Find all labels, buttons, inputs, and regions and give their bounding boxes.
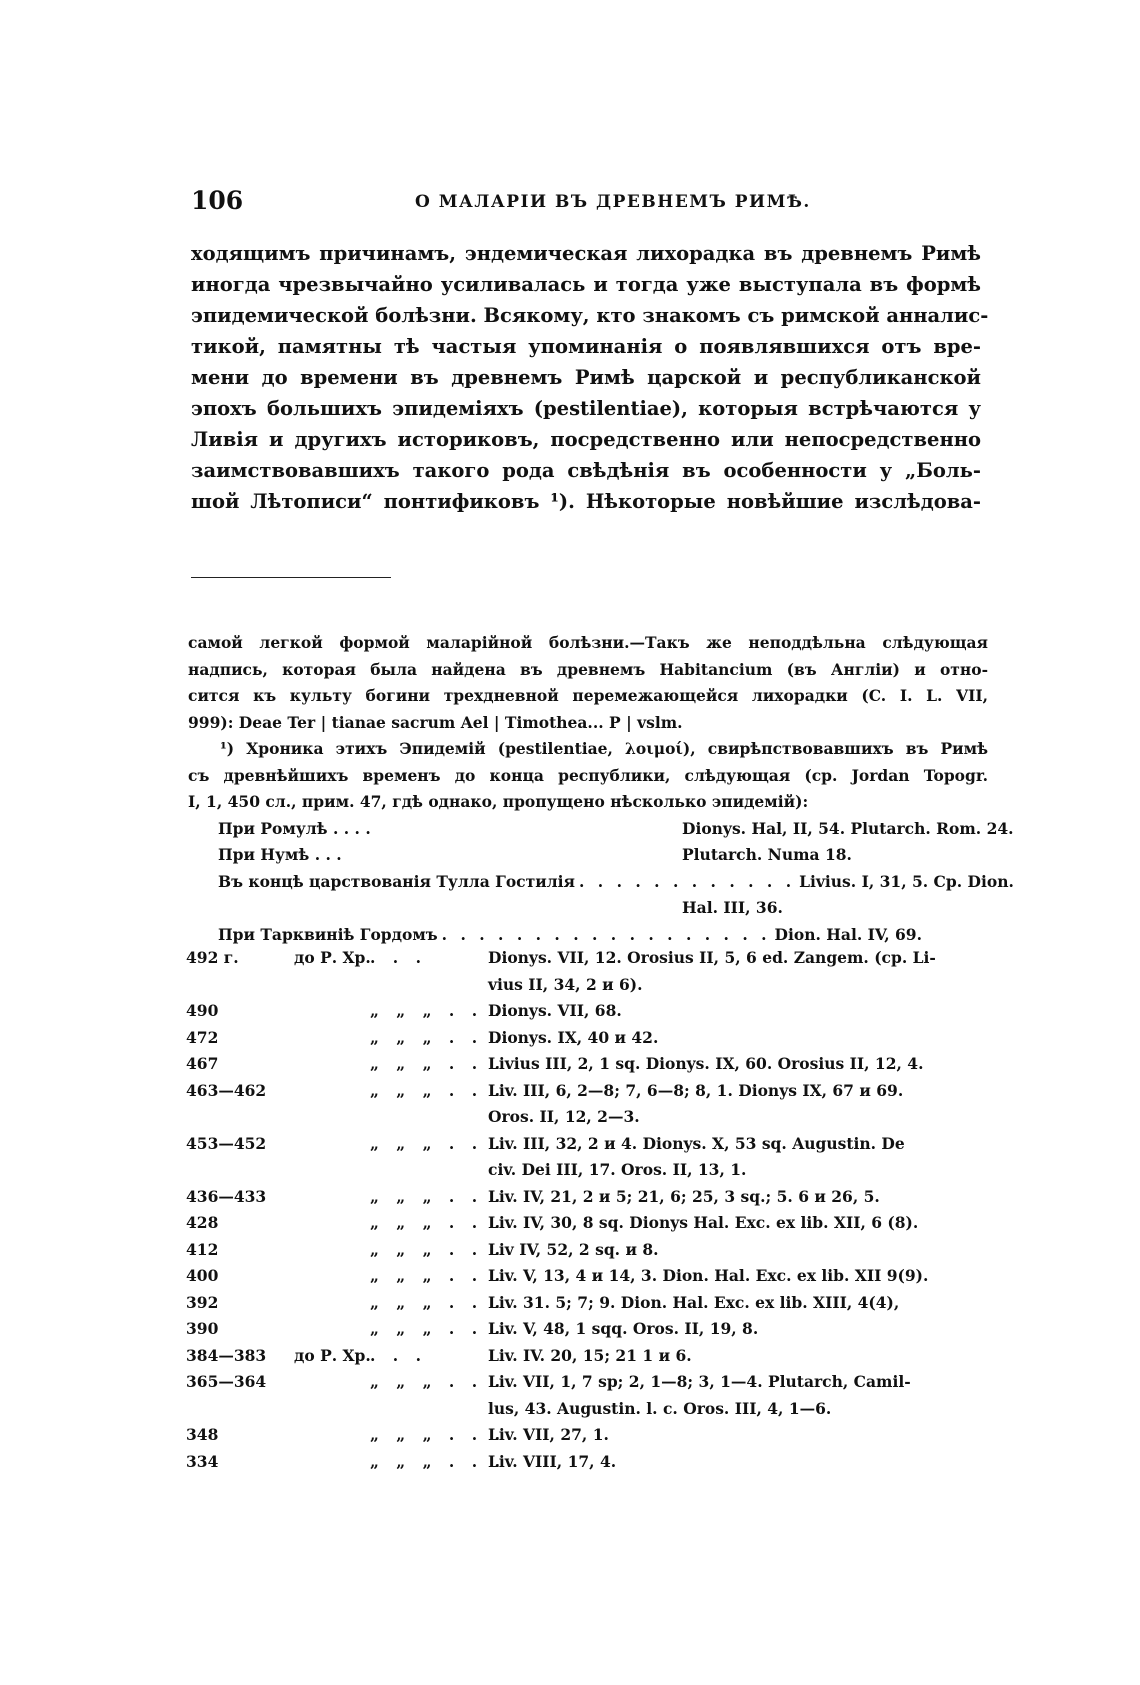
entry-era xyxy=(294,1051,358,1078)
chronology-row-cont xyxy=(186,1104,986,1131)
entry-ditto: „ „ „ . . . xyxy=(370,1054,506,1073)
entry-era xyxy=(294,1184,358,1211)
chronology-row xyxy=(186,1290,986,1317)
reign-row: Въ концѣ царствованія Тулла Гостилія . . . . . . . . . . . . Livius. I, 31, 5. Cp. Dion. xyxy=(218,869,988,896)
entry-year: 348 xyxy=(186,1425,219,1444)
reign-row xyxy=(218,816,1014,843)
text-line: эпидемической болѣзни. Всякому, кто знакомъ съ римской анналис- xyxy=(191,304,989,327)
chronology-row xyxy=(186,1237,986,1264)
entry-source: Liv. IV. 20, 15; 21 1 и 6. xyxy=(488,1345,692,1365)
entry-year: 490 xyxy=(186,1001,219,1020)
entry-ditto: „ „ „ . . . xyxy=(370,1027,506,1047)
footnote-line: ¹) Хроника этихъ Эпидемій (pestilentiae, λοιμοί), свирѣпствовавшихъ въ Римѣ xyxy=(220,739,988,758)
page-number: 106 xyxy=(191,186,244,215)
chronology-row xyxy=(186,998,986,1025)
entry-era xyxy=(294,1131,358,1158)
reign-source: Plutarch. Numa 18. xyxy=(682,845,852,864)
reign-row-cont xyxy=(218,895,988,922)
entry-year: 436—433 xyxy=(186,1186,267,1206)
entry-source: Livius III, 2, 1 sq. Dionys. IX, 60. Orosius II, 12, 4. xyxy=(488,1054,924,1073)
entry-source: Dionys. VII, 12. Orosius II, 5, 6 ed. Zangem. (ср. Li- xyxy=(488,948,936,967)
entry-era xyxy=(294,998,358,1025)
footnote-line: I, 1, 450 сл., прим. 47, гдѣ однако, пропущено нѣсколько эпидемій): xyxy=(188,792,809,811)
entry-ditto: „ „ „ . . . xyxy=(370,1186,506,1206)
entry-era xyxy=(294,1290,358,1317)
entry-ditto: „ „ „ . . . xyxy=(370,1319,506,1338)
entry-era: до Р. Хр. xyxy=(294,948,371,967)
reign-source: Dion. Hal. IV, 69. xyxy=(774,924,922,944)
entry-era xyxy=(294,1210,358,1237)
entry-source-cont: lus, 43. Augustin. l. c. Oros. III, 4, 1—6. xyxy=(488,1398,832,1418)
reign-label: При Ромулѣ . . . . xyxy=(218,818,371,838)
entry-source: Liv. VII, 1, 7 sp; 2, 1—8; 3, 1—4. Plutarch, Camil- xyxy=(488,1372,911,1391)
entry-source: Liv. III, 6, 2—8; 7, 6—8; 8, 1. Dionys IX, 67 и 69. xyxy=(488,1080,904,1100)
chronology-row-cont xyxy=(186,1157,986,1184)
chronology-row xyxy=(186,1343,986,1370)
entry-era xyxy=(294,1369,358,1396)
text-line: заимствовавшихъ такого рода свѣдѣнія въ особенности у „Боль- xyxy=(191,459,981,482)
entry-ditto: „ „ „ . . . xyxy=(370,1266,506,1285)
entry-era xyxy=(294,1316,358,1343)
entry-year: 472 xyxy=(186,1027,219,1047)
entry-era xyxy=(294,1263,358,1290)
text-line: ходящимъ причинамъ, эндемическая лихорадка въ древнемъ Римѣ xyxy=(191,242,981,265)
entry-ditto: „ „ „ . . . xyxy=(370,1213,506,1232)
entry-year: 392 xyxy=(186,1292,219,1312)
entry-year: 492 г. xyxy=(186,948,239,967)
footnote-line: сится къ культу богини трехдневной перемежающейся лихорадки (C. I. L. VII, xyxy=(188,686,988,705)
entry-source: Liv. IV, 21, 2 и 5; 21, 6; 25, 3 sq.; 5. 6 и 26, 5. xyxy=(488,1186,880,1206)
chronology-row xyxy=(186,1025,986,1052)
chronology-row xyxy=(186,1051,986,1078)
entry-ditto: „ „ „ . . . xyxy=(370,1001,506,1020)
chronology-row xyxy=(186,1078,986,1105)
reign-source-cont: Hal. III, 36. xyxy=(682,898,783,917)
entry-source: Liv. III, 32, 2 и 4. Dionys. X, 53 sq. Augustin. De xyxy=(488,1133,905,1153)
main-paragraph xyxy=(191,238,989,517)
footnote-line: самой легкой формой маларійной болѣзни.—Такъ же неподдѣльна слѣдующая xyxy=(188,633,988,652)
entry-source: Liv. V, 48, 1 sqq. Oros. II, 19, 8. xyxy=(488,1319,759,1338)
epidemic-chronology xyxy=(186,945,986,1475)
text-line: мени до времени въ древнемъ Римѣ царской и республиканской xyxy=(191,366,981,389)
entry-year: 334 xyxy=(186,1451,219,1471)
footnote-line: съ древнѣйшихъ временъ до конца республики, слѣдующая (ср. Jordan Topogr. xyxy=(188,765,988,785)
chronology-row xyxy=(186,1210,986,1237)
entry-source: Dionys. IX, 40 и 42. xyxy=(488,1027,659,1047)
reign-label: Въ концѣ царствованія Тулла Гостилія xyxy=(218,871,575,891)
entry-era xyxy=(294,1078,358,1105)
entry-era xyxy=(294,1422,358,1449)
text-line: иногда чрезвычайно усиливалась и тогда уже выступала въ формѣ xyxy=(191,273,981,296)
reign-source: Livius. I, 31, 5. Cp. Dion. xyxy=(799,871,1014,891)
text-line: тикой, памятны тѣ частыя упоминанія о появлявшихся отъ вре- xyxy=(191,335,981,358)
entry-source: Liv. VII, 27, 1. xyxy=(488,1425,609,1444)
reign-label: При Нумѣ . . . xyxy=(218,845,342,864)
entry-ditto: „ „ „ . . . xyxy=(370,1239,506,1259)
entry-source: Liv. V, 13, 4 и 14, 3. Dion. Hal. Exc. ex lib. XII 9(9). xyxy=(488,1266,929,1285)
entry-year: 428 xyxy=(186,1213,219,1232)
entry-year: 463—462 xyxy=(186,1080,267,1100)
chronology-row xyxy=(186,1316,986,1343)
chronology-row xyxy=(186,1131,986,1158)
entry-era: до Р. Хр. xyxy=(294,1345,371,1365)
entry-source-cont: civ. Dei III, 17. Oros. II, 13, 1. xyxy=(488,1160,747,1179)
footnote-line: 999): Deae Ter | tianae sacrum Ael | Timothea... P | vslm. xyxy=(188,712,683,732)
entry-source: Liv. VIII, 17, 4. xyxy=(488,1451,617,1471)
footnote-divider xyxy=(191,577,391,578)
chronology-row-cont xyxy=(186,1396,986,1423)
entry-year: 467 xyxy=(186,1054,219,1073)
entry-ditto: . . . xyxy=(370,948,427,967)
entry-era xyxy=(294,1237,358,1264)
chronology-row-cont xyxy=(186,972,986,999)
page-header xyxy=(191,186,991,222)
entry-era xyxy=(294,1025,358,1052)
entry-year: 390 xyxy=(186,1319,219,1338)
entry-ditto: „ „ „ . . . xyxy=(370,1425,506,1444)
entry-source: Dionys. VII, 68. xyxy=(488,1001,622,1020)
entry-ditto: „ „ „ . . . xyxy=(370,1451,506,1471)
entry-source: Liv. IV, 30, 8 sq. Dionys Hal. Exc. ex lib. XII, 6 (8). xyxy=(488,1213,919,1232)
text-line: Ливія и другихъ историковъ, посредственно или непосредственно xyxy=(191,428,981,451)
entry-ditto: „ „ „ . . . xyxy=(370,1133,506,1153)
entry-year: 384—383 xyxy=(186,1345,267,1365)
reign-row: При Тарквиніѣ Гордомъ . . . . . . . . . . . . . . . . . . Dion. Hal. IV, 69. xyxy=(218,922,988,949)
entry-source-cont: Oros. II, 12, 2—3. xyxy=(488,1107,640,1126)
entry-source: Liv IV, 52, 2 sq. и 8. xyxy=(488,1239,659,1259)
chronology-row xyxy=(186,1263,986,1290)
footnote-line: надпись, которая была найдена въ древнемъ Habitancium (въ Англіи) и отно- xyxy=(188,659,988,679)
entry-year: 412 xyxy=(186,1239,219,1259)
reign-source: Dionys. Hal, II, 54. Plutarch. Rom. 24. xyxy=(682,818,1014,838)
chronology-row xyxy=(186,1184,986,1211)
entry-source: Liv. 31. 5; 7; 9. Dion. Hal. Exc. ex lib. XIII, 4(4), xyxy=(488,1292,900,1312)
running-title: О МАЛАРІИ ВЪ ДРЕВНЕМЪ РИМѢ. xyxy=(415,192,811,212)
entry-source-cont: vius II, 34, 2 и 6). xyxy=(488,974,643,994)
entry-ditto: „ „ „ . . . xyxy=(370,1080,506,1100)
entry-year: 453—452 xyxy=(186,1133,267,1153)
chronology-row xyxy=(186,1449,986,1476)
text-line: шой Лѣтописи“ понтификовъ ¹). Нѣкоторые новѣйшие изслѣдова- xyxy=(191,490,981,513)
entry-era xyxy=(294,1449,358,1476)
chronology-row xyxy=(186,1422,986,1449)
text-line: эпохъ большихъ эпидеміяхъ (pestilentiae), которыя встрѣчаются у xyxy=(191,397,981,420)
entry-ditto: . . . xyxy=(370,1345,427,1365)
reign-row xyxy=(218,842,988,869)
reign-label: При Тарквиніѣ Гордомъ xyxy=(218,924,438,944)
entry-ditto: „ „ „ . . . xyxy=(370,1292,506,1312)
entry-year: 365—364 xyxy=(186,1372,267,1391)
chronology-row xyxy=(186,1369,986,1396)
entry-year: 400 xyxy=(186,1266,219,1285)
footnotes xyxy=(188,630,1014,948)
entry-ditto: „ „ „ . . . xyxy=(370,1372,506,1391)
chronology-row xyxy=(186,945,986,972)
